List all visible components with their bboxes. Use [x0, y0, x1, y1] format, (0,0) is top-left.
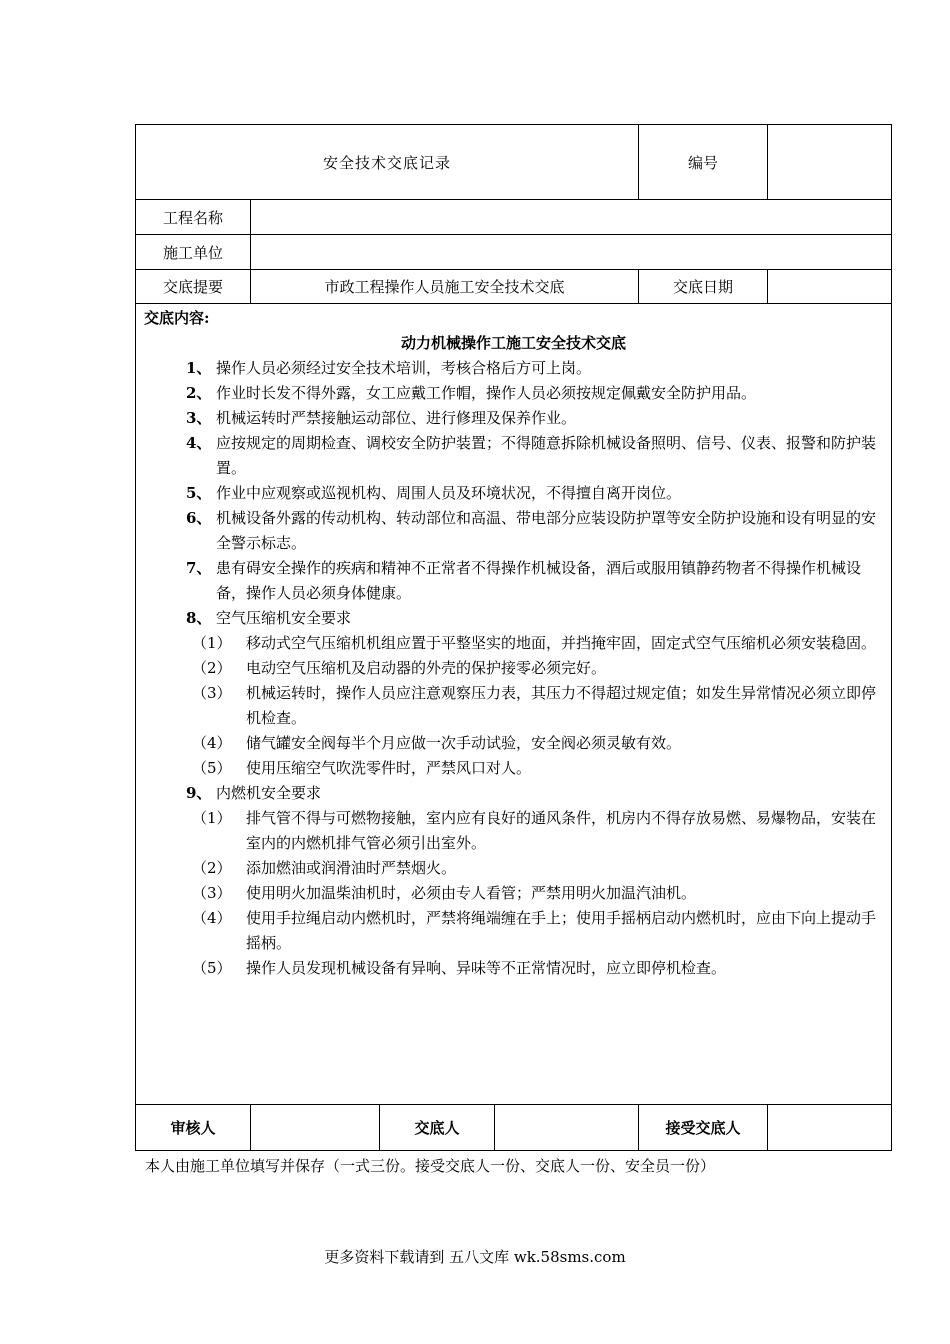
item-number: 5、 [186, 484, 212, 502]
item-text: 操作人员必须经过安全技术培训，考核合格后方可上岗。 [216, 359, 592, 377]
disclosure-items-list [136, 356, 883, 981]
content-cell [136, 304, 892, 1105]
item-number: （3） [192, 884, 232, 902]
summary-label: 交底提要 [136, 270, 251, 304]
date-label: 交底日期 [639, 270, 768, 304]
item-number: （4） [192, 734, 232, 752]
item-number: 6、 [186, 509, 212, 527]
construction-unit-value [251, 235, 892, 270]
list-item [136, 406, 883, 431]
list-item [136, 356, 883, 381]
list-item [136, 556, 883, 606]
item-number: 4、 [186, 434, 212, 452]
sub-item [136, 906, 883, 956]
reviewer-value [251, 1105, 380, 1151]
item-number: 3、 [186, 409, 212, 427]
item-text: 电动空气压缩机及启动器的外壳的保护接零必须完好。 [246, 659, 607, 677]
sub-item [136, 806, 883, 856]
item-text: 排气管不得与可燃物接触，室内应有良好的通风条件，机房内不得存放易燃、易爆物品，安装在室内的内燃机排气管必须引出室外。 [246, 809, 877, 852]
item-number: 7、 [186, 559, 212, 577]
sub-item [136, 881, 883, 906]
item-text: 机械设备外露的传动机构、转动部位和高温、带电部分应装设防护罩等安全防护设施和设有明显的安全警示标志。 [216, 509, 877, 552]
reviewer-label: 审核人 [136, 1105, 251, 1151]
content-label: 交底内容: [144, 309, 210, 327]
receiver-value [768, 1105, 892, 1151]
item-number: 1、 [186, 359, 212, 377]
list-item [136, 431, 883, 481]
number-value [768, 125, 892, 200]
sub-item [136, 756, 883, 781]
item-text: 内燃机安全要求 [216, 784, 322, 802]
project-name-value [251, 200, 892, 235]
item-text: 储气罐安全阀每半个月应做一次手动试验，安全阀必须灵敏有效。 [246, 734, 682, 752]
item-text: 作业中应观察或巡视机构、周围人员及环境状况，不得擅自离开岗位。 [216, 484, 682, 502]
list-item [136, 506, 883, 556]
item-text: 机械运转时严禁接触运动部位、进行修理及保养作业。 [216, 409, 577, 427]
item-text: 应按规定的周期检查、调校安全防护装置；不得随意拆除机械设备照明、信号、仪表、报警和防护装置。 [216, 434, 877, 477]
item-text: 空气压缩机安全要求 [216, 609, 352, 627]
item-number: （1） [192, 809, 232, 827]
list-item [136, 381, 883, 406]
date-value [768, 270, 892, 304]
list-item [136, 781, 883, 806]
item-number: （1） [192, 634, 232, 652]
item-text: 使用压缩空气吹洗零件时，严禁风口对人。 [246, 759, 532, 777]
sub-item [136, 731, 883, 756]
list-item [136, 606, 883, 631]
item-text: 移动式空气压缩机机组应置于平整坚实的地面，并挡掩牢固，固定式空气压缩机必须安装稳固。 [246, 634, 877, 652]
item-number: （4） [192, 909, 232, 927]
document-title: 安全技术交底记录 [136, 125, 639, 200]
receiver-label: 接受交底人 [639, 1105, 768, 1151]
item-number: （2） [192, 659, 232, 677]
sub-item [136, 956, 883, 981]
item-number: 2、 [186, 384, 212, 402]
item-number: （5） [192, 759, 232, 777]
list-item [136, 481, 883, 506]
disclosure-record-table [135, 124, 892, 1151]
storage-note: 本人由施工单位填写并保存（一式三份。接受交底人一份、交底人一份、安全员一份） [145, 1157, 716, 1175]
discloser-label: 交底人 [380, 1105, 495, 1151]
item-text: 操作人员发现机械设备有异响、异味等不正常情况时，应立即停机检查。 [246, 959, 727, 977]
sub-item [136, 631, 883, 656]
sub-item [136, 656, 883, 681]
footer-text: 更多资料下载请到 五八文库 wk.58sms.com [324, 1248, 626, 1266]
project-name-label: 工程名称 [136, 200, 251, 235]
sub-item [136, 681, 883, 731]
item-number: （5） [192, 959, 232, 977]
item-number: （2） [192, 859, 232, 877]
item-text: 使用明火加温柴油机时，必须由专人看管；严禁用明火加温汽油机。 [246, 884, 697, 902]
summary-value: 市政工程操作人员施工安全技术交底 [251, 270, 639, 304]
sub-item [136, 856, 883, 881]
content-heading: 动力机械操作工施工安全技术交底 [401, 334, 627, 352]
discloser-value [495, 1105, 639, 1151]
item-number: 8、 [186, 609, 212, 627]
construction-unit-label: 施工单位 [136, 235, 251, 270]
item-number: （3） [192, 684, 232, 702]
item-text: 机械运转时，操作人员应注意观察压力表，其压力不得超过规定值；如发生异常情况必须立即停机检查。 [246, 684, 877, 727]
item-text: 患有碍安全操作的疾病和精神不正常者不得操作机械设备，酒后或服用镇静药物者不得操作机械设备，操作人员必须身体健康。 [216, 559, 862, 602]
item-number: 9、 [186, 784, 212, 802]
number-label: 编号 [639, 125, 768, 200]
item-text: 添加燃油或润滑油时严禁烟火。 [246, 859, 457, 877]
item-text: 作业时长发不得外露，女工应戴工作帽，操作人员必须按规定佩戴安全防护用品。 [216, 384, 757, 402]
item-text: 使用手拉绳启动内燃机时，严禁将绳端缠在手上；使用手摇柄启动内燃机时，应由下向上提动手摇柄。 [246, 909, 877, 952]
